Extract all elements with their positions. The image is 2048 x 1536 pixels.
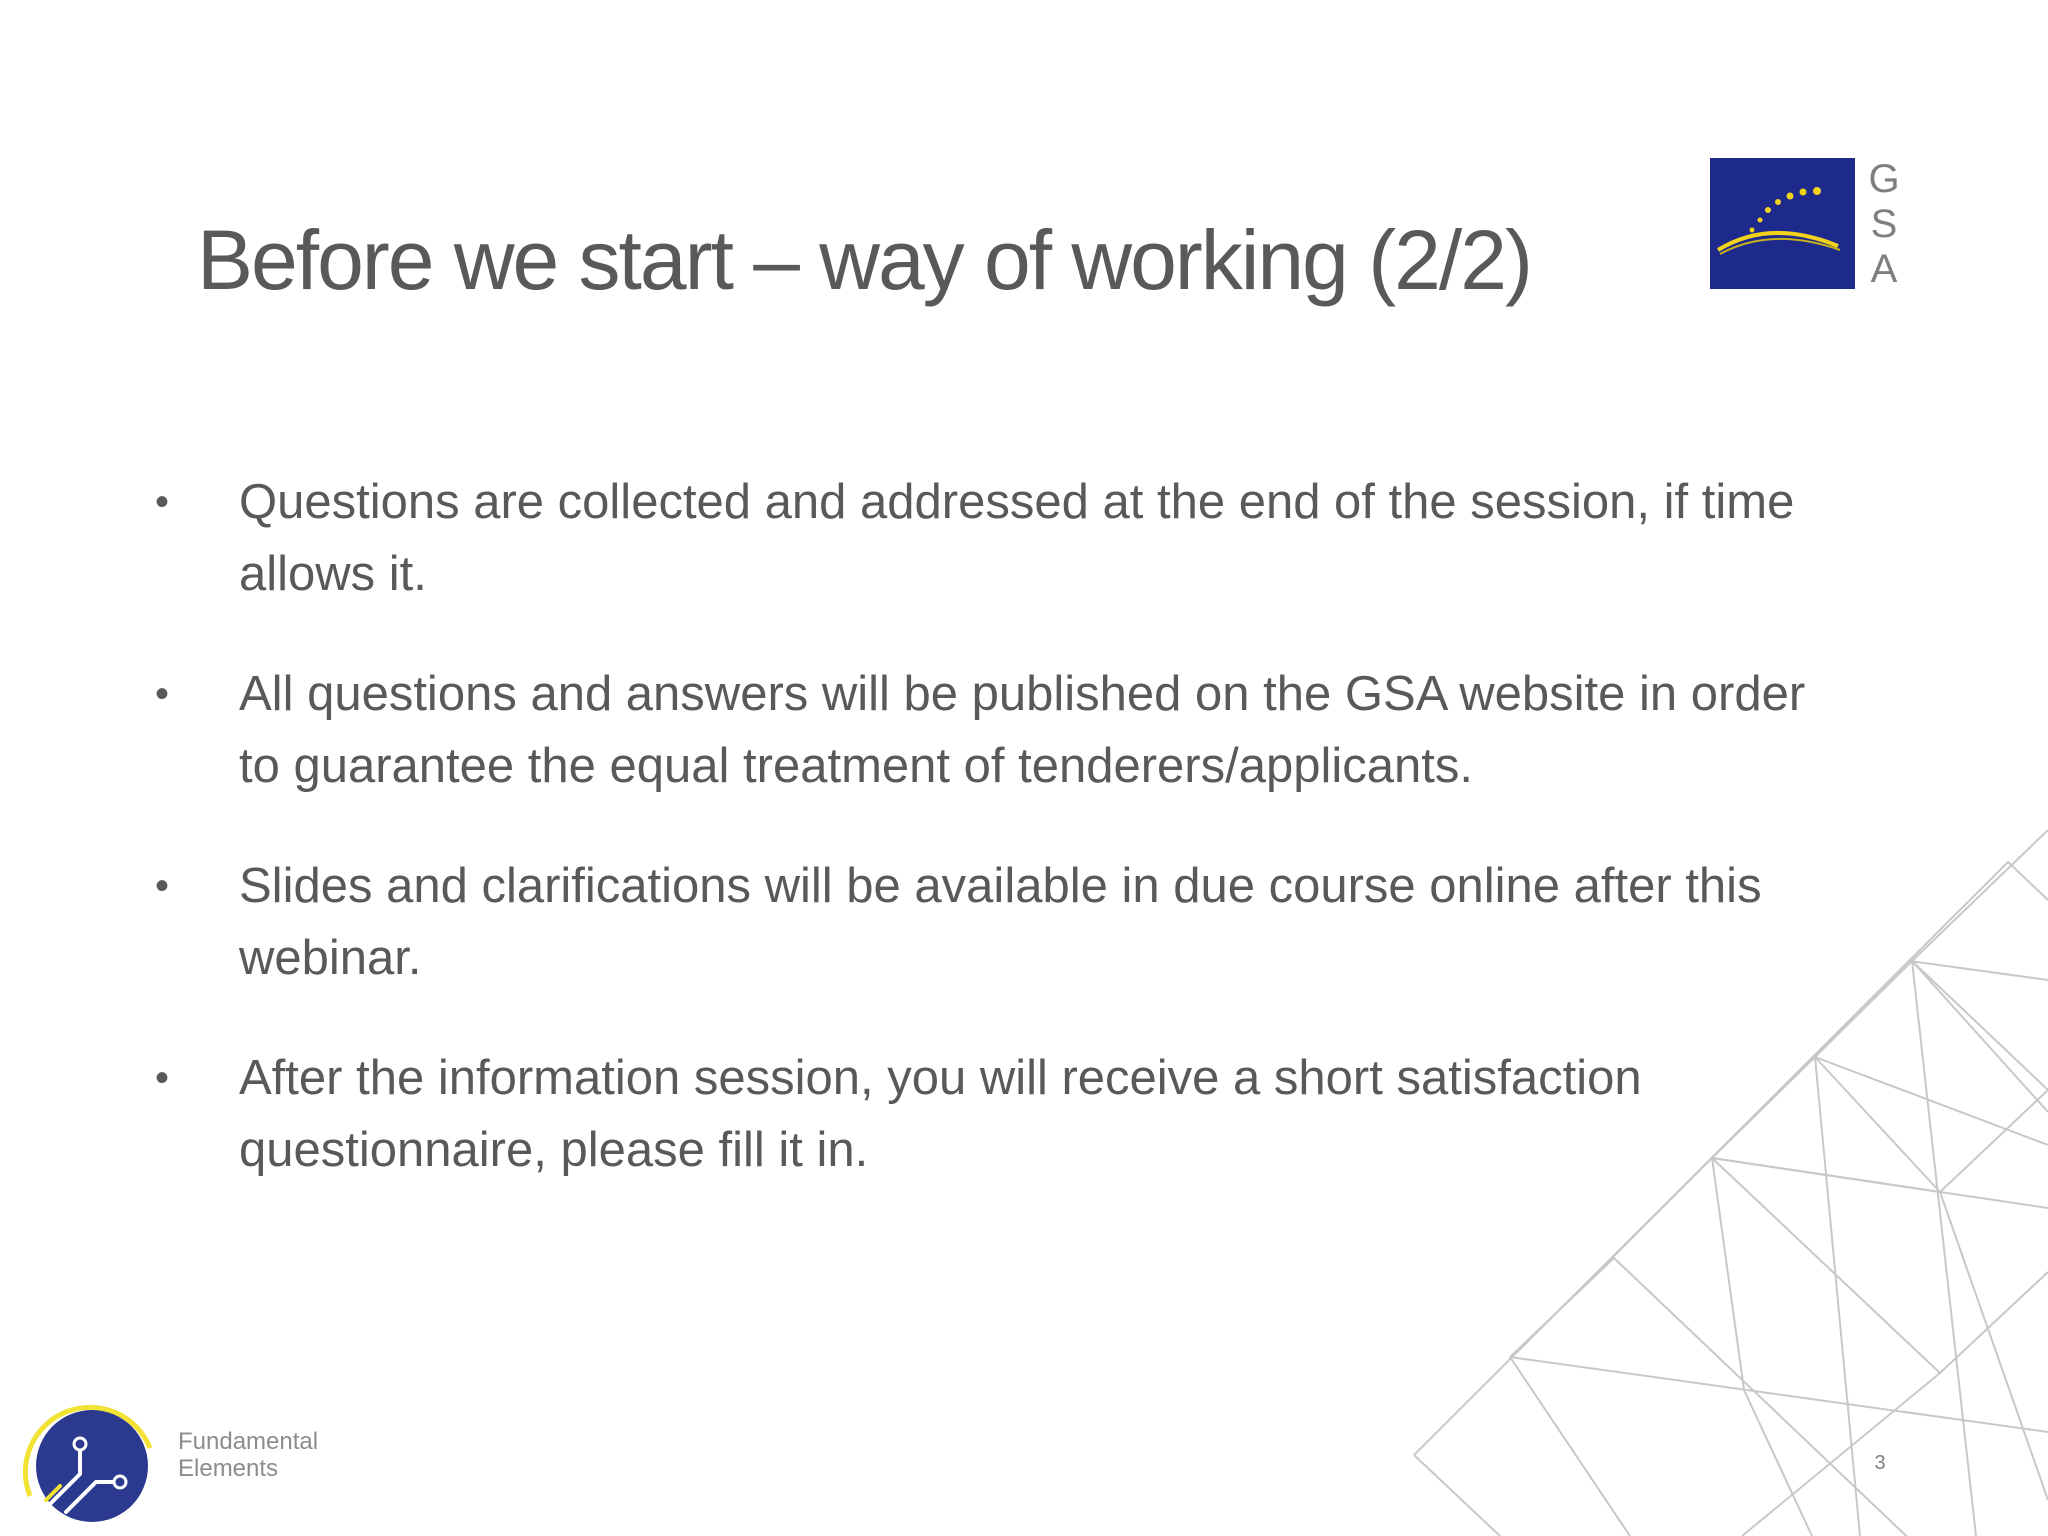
- bullet-item: [155, 850, 1855, 994]
- bullet-icon: •: [155, 672, 170, 716]
- bullet-list: [155, 466, 1855, 1234]
- bullet-text: Questions are collected and addressed at the end of the session, if time allows it.: [239, 475, 1795, 601]
- gsa-letters: [1868, 158, 1900, 290]
- bullet-text: Slides and clarifications will be available in due course online after this webinar.: [239, 859, 1762, 985]
- bullet-icon: •: [155, 1056, 170, 1100]
- fundamental-elements-wordmark: [178, 1428, 318, 1482]
- bullet-icon: •: [155, 480, 170, 524]
- gsa-logo: [1710, 158, 1900, 290]
- fundamental-elements-logo: [10, 1388, 370, 1528]
- page-number: 3: [1874, 1452, 1886, 1474]
- gsa-letter-g: G: [1868, 157, 1900, 201]
- gsa-letter-s: S: [1870, 202, 1898, 246]
- bullet-item: [155, 1042, 1855, 1186]
- gsa-letter-a: A: [1870, 247, 1898, 291]
- bullet-text: All questions and answers will be published on the GSA website in order to guarantee the equal treatment of tenderers/applicants.: [239, 667, 1806, 793]
- bullet-item: [155, 466, 1855, 610]
- bullet-icon: •: [155, 864, 170, 908]
- fundamental-elements-line2: Elements: [178, 1455, 279, 1482]
- fundamental-elements-logo-icon: [10, 1388, 160, 1528]
- bullet-item: [155, 658, 1855, 802]
- bullet-text: After the information session, you will receive a short satisfaction questionnaire, please fill it in.: [239, 1051, 1642, 1177]
- slide-title: Before we start – way of working (2/2): [197, 213, 1531, 307]
- fundamental-elements-line1: Fundamental: [178, 1428, 319, 1455]
- gsa-flag-icon: [1710, 158, 1855, 289]
